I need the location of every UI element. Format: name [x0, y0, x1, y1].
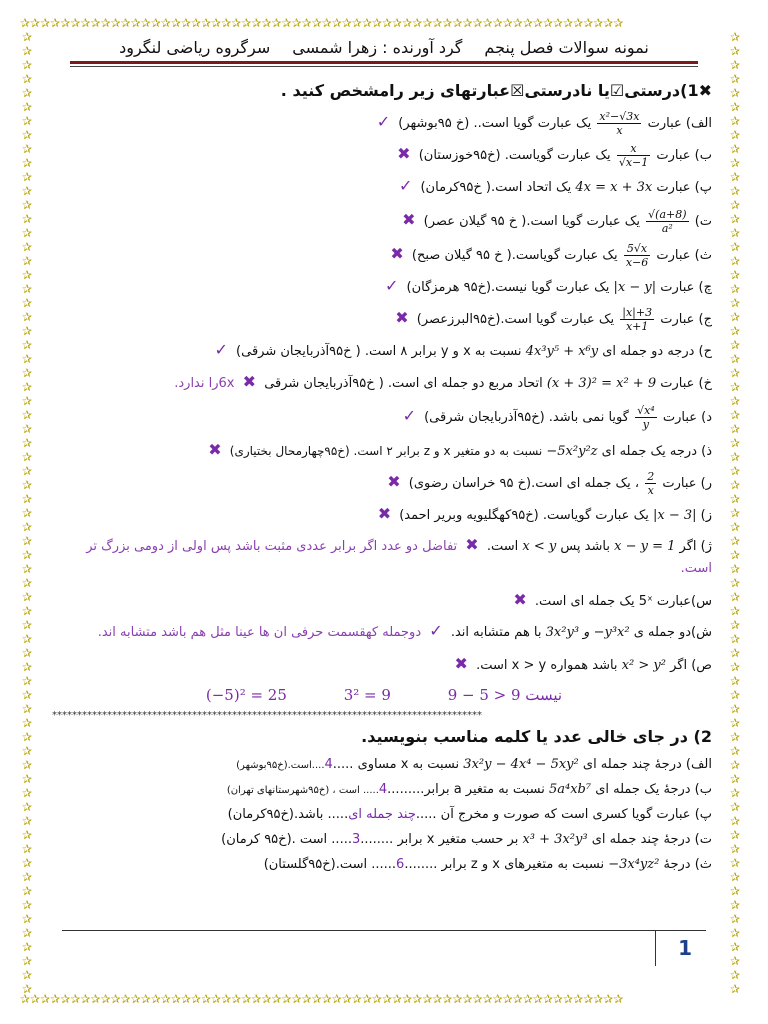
check-icon: ✓: [376, 112, 391, 131]
cross-icon: ✖: [454, 654, 468, 673]
list-item: ج) عبارت $\frac{|x|+3}{x+1}$ یک عبارت گویا است.(خ۹۵البرزعصر) ✖: [395, 306, 712, 333]
list-item: ص) اگر x² > y² باشد همواره x > y است. ✖: [454, 654, 712, 673]
fraction: $\frac{5√x}{x-6}$: [625, 242, 649, 269]
list-item: ب) عبارت $\frac{x}{√x-1}$ یک عبارت گویاست. (خ۹۵خوزستان) ✖: [397, 142, 712, 169]
answer-note: 6xرا ندارد.: [174, 376, 235, 391]
list-item: ر) عبارت $\frac{2}{x}$ ، یک جمله ای است.(خ ۹۵ خراسان رضوی) ✖: [387, 470, 712, 497]
cross-icon: ✖: [465, 535, 479, 554]
list-item: ت) $\frac{√(a+8)}{\text{a²}}$ یک عبارت گویا است.( خ ۹۵ گیلان عصر) ✖: [402, 208, 712, 235]
list-item: ز) |x − 3| یک عبارت گویاست. (خ۹۵کهگلیویه وبریر احمد) ✖: [377, 504, 712, 523]
separator: **************************************************************************************: [52, 710, 482, 721]
fraction: $\frac{\text{√x⁴}}{y}$: [637, 404, 655, 431]
cross-icon: ✖: [377, 504, 392, 523]
check-icon: ✓: [214, 340, 228, 359]
list-item: الف) عبارت $\frac{\text{x²−√3x}}{x}$ یک عبارت گویا است.. (خ ۹۵بوشهر) ✓: [376, 110, 712, 137]
page-header: [52, 36, 716, 57]
check-icon: ✓: [402, 406, 416, 425]
cross-icon: ✖: [390, 244, 404, 263]
cross-icon: ✖: [513, 590, 527, 609]
cross-icon: ✖: [402, 210, 416, 229]
footer-rule: [62, 930, 706, 931]
list-item: ذ) درجه یک جمله ای −5x²y²z نسبت به دو متغیر x و z برابر ۲ است. (خ۹۵چهارمحال بختیاری) ✖: [208, 440, 712, 459]
check-icon: ✓: [398, 176, 413, 195]
answer: 4: [378, 782, 388, 797]
fraction: $\frac{√(a+8)}{\text{a²}}$: [648, 208, 687, 235]
list-item: د) عبارت $\frac{\text{√x⁴}}{y}$ گویا نمی باشد. (خ۹۵آذربایجان شرقی) ✓: [402, 404, 712, 431]
answer: 3: [351, 832, 361, 847]
check-icon: ✓: [429, 621, 443, 640]
fill-item: الف) درجهٔ چند جمله ای 3x²y − 4x⁴ − 5xy² نسبت به x مساوی .....4....است.(خ۹۵بوشهر): [236, 757, 712, 772]
fraction: $\frac{\text{x²−√3x}}{x}$: [599, 110, 640, 137]
list-item: ش)دو جمله ی 3x²y³ و −y³x² با هم متشابه اند. ✓ دوجمله کهقسمت حرفی ان ها عینا مثل هم باشد متشابه اند.: [97, 621, 712, 640]
page-footer: [52, 930, 716, 970]
cross-icon: ✖: [387, 472, 401, 491]
fill-item: پ) عبارت گویا کسری است که صورت و مخرج آن .....چند جمله ای..... باشد.(خ۹۵کرمان): [227, 807, 712, 822]
fraction: $\frac{|x|+3}{x+1}$: [622, 306, 653, 333]
fraction: $\frac{2}{x}$: [647, 470, 655, 497]
fill-item: ث) درجهٔ −3x⁴yz² نسبت به متغیرهای x و z برابر ........6...... است.(خ۹۵گلستان): [263, 857, 712, 872]
star-border-right: ✰✰✰✰✰✰✰✰✰✰✰✰✰✰✰✰✰✰✰✰✰✰✰✰✰✰✰✰✰✰✰✰✰✰✰✰✰✰✰✰✰✰✰✰✰✰✰✰✰✰✰✰✰✰✰✰✰✰✰✰✰✰✰✰✰✰✰✰✰: [730, 30, 741, 994]
counter-example: (−5)² = 25 3² = 9 9 − 5 > 9 نیست: [205, 686, 563, 704]
list-item: چ) عبارت |x − y| یک عبارت گویا نیست.(خ۹۵ هرمزگان) ✓: [384, 276, 712, 295]
answer: 4: [324, 757, 333, 772]
section2-title: 2) در جای خالی عدد یا کلمه مناسب بنویسید.: [361, 727, 712, 746]
list-item: ث) عبارت $\frac{5√x}{x-6}$ یک عبارت گویاست.( خ ۹۵ گیلان صبح) ✖: [390, 242, 712, 269]
page-number: 1: [678, 936, 692, 960]
document-page: [52, 36, 716, 990]
answer-note: تفاضل دو عدد اگر برابر عددی مثبت باشد پس اولی از دومی بزرگ تر است.: [86, 539, 712, 576]
list-item: س)عبارت 5ˣ یک جمله ای است. ✖: [513, 590, 712, 609]
list-item: ژ) اگر x − y = 1 باشد پس x < y است. ✖ تفاضل دو عدد اگر برابر عددی مثبت باشد پس اولی از دومی بزرگ تر است.: [86, 535, 712, 576]
header-title: نمونه سوالات فصل پنجم: [484, 38, 649, 57]
cross-icon: ✖: [242, 372, 257, 391]
answer: چند جمله ای: [348, 807, 416, 822]
star-border-top: ✰✰✰✰✰✰✰✰✰✰✰✰✰✰✰✰✰✰✰✰✰✰✰✰✰✰✰✰✰✰✰✰✰✰✰✰✰✰✰✰✰✰✰✰✰✰✰✰✰✰✰✰✰✰✰✰✰✰✰✰: [20, 16, 624, 30]
check-icon: ✓: [384, 276, 399, 295]
fraction: $\frac{x}{√x-1}$: [618, 142, 649, 169]
header-group: سرگروه ریاضی لنگرود: [119, 38, 271, 57]
cross-icon: ✖: [397, 144, 411, 163]
header-author: گرد آورنده : زهرا شمسی: [292, 38, 463, 57]
cross-icon: ✖: [395, 308, 409, 327]
fill-item: ت) درجهٔ چند جمله ای x³ + 3x²y³ بر حسب متغیر x برابر ........3..... است .(خ۹۵ کرمان): [221, 832, 712, 847]
section1-title: ✖1)درستی☑یا نادرستی☒عبارتهای زیر رامشخص کنید .: [280, 81, 712, 100]
cross-icon: ✖: [208, 440, 222, 459]
star-border-bottom: ✰✰✰✰✰✰✰✰✰✰✰✰✰✰✰✰✰✰✰✰✰✰✰✰✰✰✰✰✰✰✰✰✰✰✰✰✰✰✰✰✰✰✰✰✰✰✰✰✰✰✰✰✰✰✰✰✰✰✰✰: [20, 992, 624, 1006]
header-rule-thin: [70, 66, 698, 67]
star-border-left: ✰✰✰✰✰✰✰✰✰✰✰✰✰✰✰✰✰✰✰✰✰✰✰✰✰✰✰✰✰✰✰✰✰✰✰✰✰✰✰✰✰✰✰✰✰✰✰✰✰✰✰✰✰✰✰✰✰✰✰✰✰✰✰✰✰✰✰✰✰: [22, 30, 33, 994]
answer: 6: [396, 857, 405, 872]
answer-note: دوجمله کهقسمت حرفی ان ها عینا مثل هم باشد متشابه اند.: [97, 625, 422, 640]
list-item: ح) درجه دو جمله ای 4x³y⁵ + x⁶y نسبت به x و y برابر ۸ است. ( خ۹۵آذربایجان شرقی) ✓: [214, 340, 712, 359]
list-item: پ) عبارت 4x = x + 3x یک اتحاد است.( خ۹۵کرمان) ✓: [398, 176, 712, 195]
footer-divider: [655, 930, 656, 966]
header-rule: [70, 61, 698, 64]
fill-item: ب) درجهٔ یک جمله ای 5a⁴xb⁷ نسبت به متغیر a برابر.........4..... است ، (خ۹۵شهرستانهای تهران): [226, 782, 712, 797]
list-item: خ) عبارت (x + 3)² = x² + 9 اتحاد مربع دو جمله ای است. ( خ۹۵آذربایجان شرقی ✖ 6xرا ندارد.: [174, 372, 712, 391]
